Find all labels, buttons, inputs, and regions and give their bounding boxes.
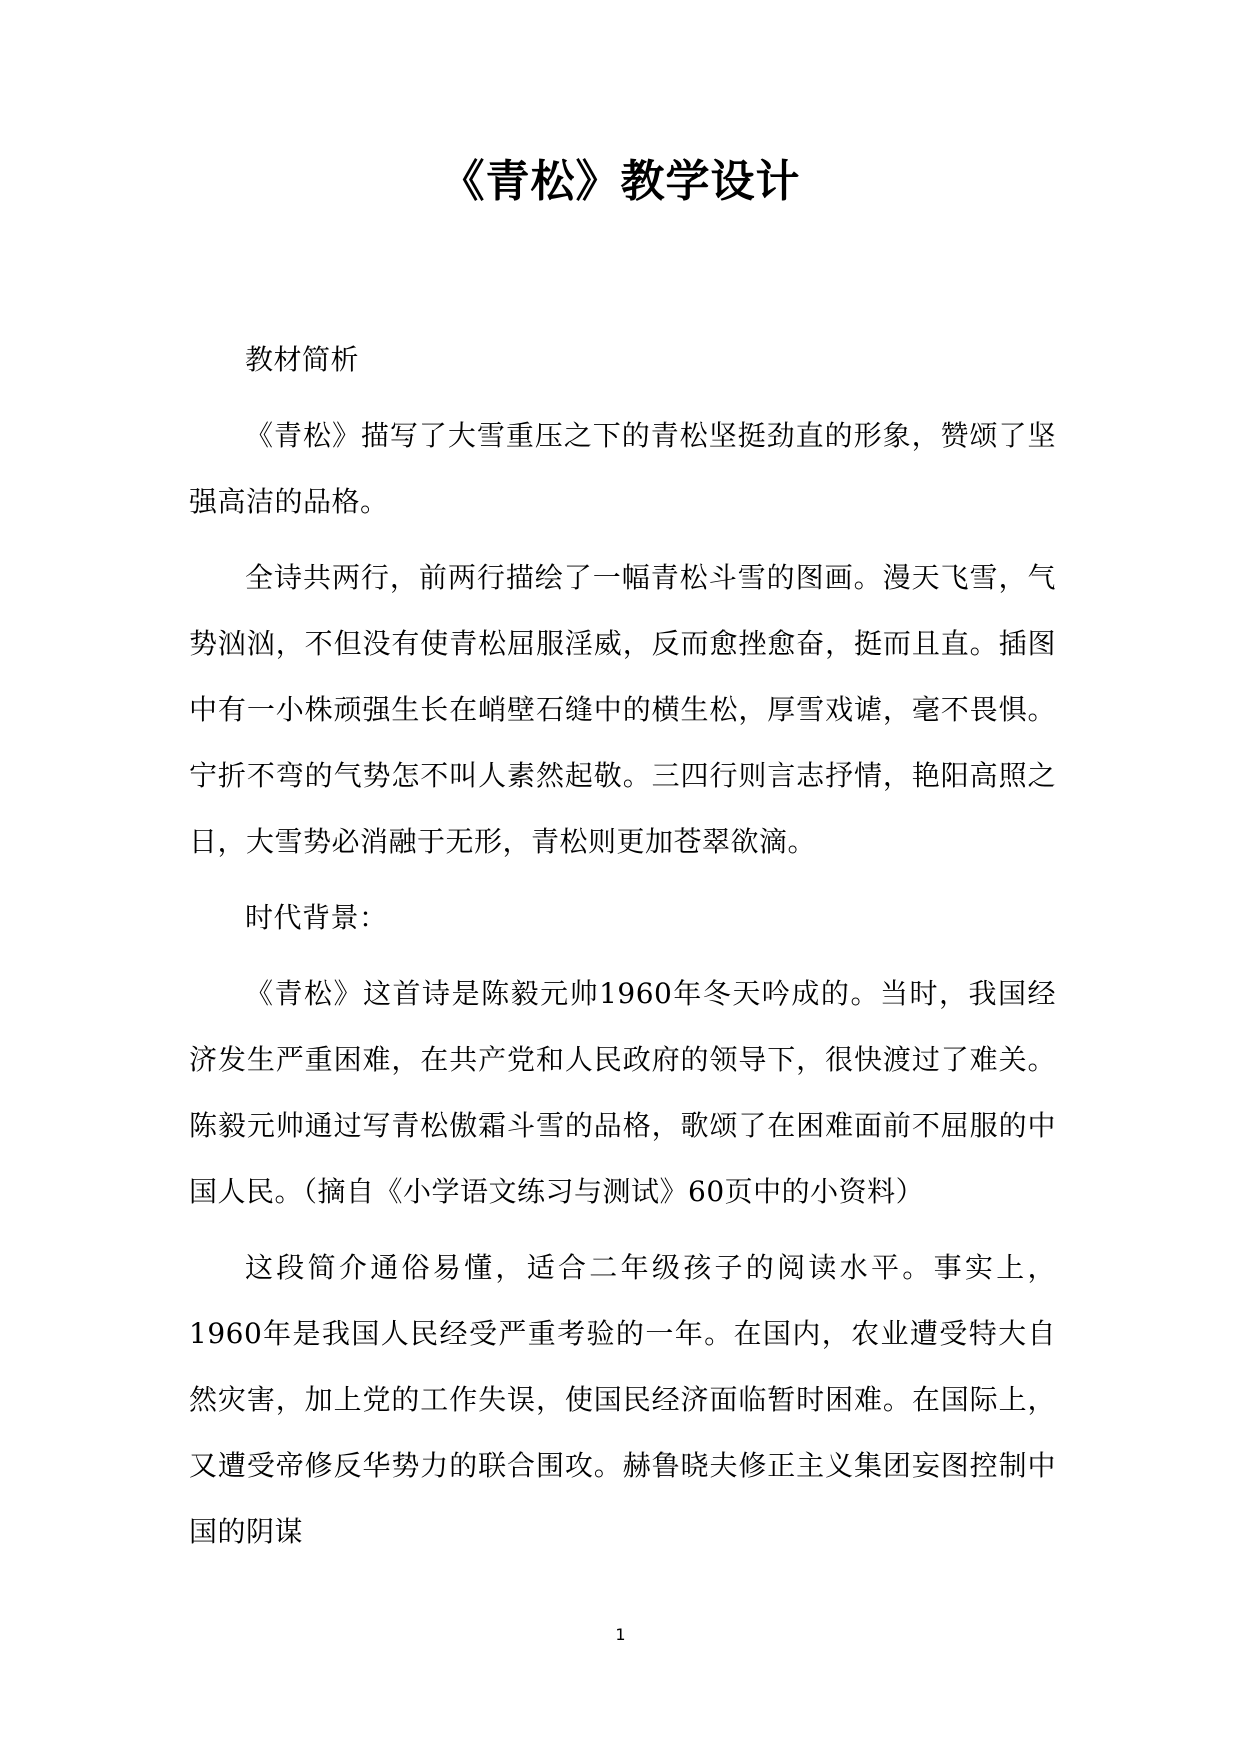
section-heading-background: 时代背景：: [245, 901, 388, 934]
page-number: 1: [615, 1625, 626, 1644]
paragraph-commentary: 这段简介通俗易懂，适合二年级孩子的阅读水平。事实上，1960年是我国人民经受严重考验的一年。在国内，农业遭受特大自然灾害，加上党的工作失误，使国民经济面临暂时困难。在国际上，又遭受帝修反华势力的联合围攻。赫鲁晓夫修正主义集团妄图控制中国的阴谋: [189, 1251, 1056, 1548]
section-heading-textbook-analysis: 教材简析: [245, 343, 360, 376]
paragraph-background: 《青松》这首诗是陈毅元帅1960年冬天吟成的。当时，我国经济发生严重困难，在共产党和人民政府的领导下，很快渡过了难关。陈毅元帅通过写青松傲霜斗雪的品格，歌颂了在困难面前不屈服的中国人民。（摘自《小学语文练习与测试》60页中的小资料）: [189, 977, 1056, 1208]
document-title: 《青松》教学设计: [440, 156, 801, 207]
paragraph-poem-analysis: 全诗共两行，前两行描绘了一幅青松斗雪的图画。漫天飞雪，气势汹汹，不但没有使青松屈服淫威，反而愈挫愈奋，挺而且直。插图中有一小株顽强生长在峭壁石缝中的横生松，厚雪戏谑，毫不畏惧。宁折不弯的气势怎不叫人素然起敬。三四行则言志抒情，艳阳高照之日，大雪势必消融于无形，青松则更加苍翠欲滴。: [189, 561, 1056, 858]
document-body: [189, 327, 1056, 1575]
paragraph-summary: 《青松》描写了大雪重压之下的青松坚挺劲直的形象，赞颂了坚强高洁的品格。: [189, 419, 1056, 518]
